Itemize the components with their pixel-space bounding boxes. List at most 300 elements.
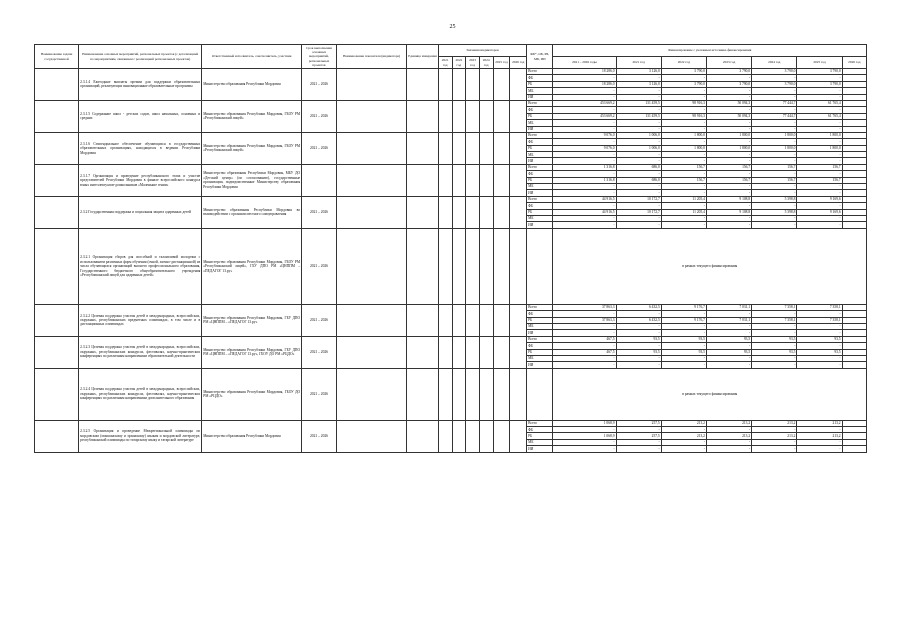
funding-value: 467,5: [553, 336, 616, 342]
table-row: [35, 304, 867, 310]
funding-value: 156,7: [661, 177, 706, 183]
funding-value: -: [706, 126, 751, 132]
funding-value: -: [752, 446, 797, 452]
indicator-value-cell: [479, 196, 493, 228]
task-cell: [35, 164, 79, 196]
funding-value: -: [616, 215, 661, 221]
event-description: 2.3.2.4 Целевая поддержка участия детей в международных, всероссийских, окружных, республиканских конкурсах, фестивалях, научно-практических конференциях по различным направлениям дополнительного образования: [79, 368, 202, 420]
funding-value: 50 094,3: [706, 113, 751, 119]
funding-value: -: [616, 171, 661, 177]
funding-source: МБ: [527, 355, 553, 361]
funding-value: -: [706, 184, 751, 190]
task-cell: [35, 132, 79, 164]
period-cell: 2021 – 2026: [302, 132, 337, 164]
funding-value: -: [752, 355, 797, 361]
indicator-value-cell: [438, 100, 452, 132]
funding-source: РБ: [527, 81, 553, 87]
funding-value: -: [797, 94, 842, 100]
indicator-value-cell: [466, 69, 480, 101]
indicator-value-cell: [479, 228, 493, 304]
funding-value: 1 800,0: [752, 132, 797, 138]
funding-value: 93,5: [616, 349, 661, 355]
funding-value: 467,5: [553, 349, 616, 355]
funding-source: РБ: [527, 145, 553, 151]
funding-value: -: [661, 190, 706, 196]
indicator-value-cell: [452, 228, 466, 304]
funding-value: 3 790,0: [706, 69, 751, 75]
header-year: 2021 год: [438, 57, 452, 69]
funding-value: -: [706, 330, 751, 336]
funding-value: 1 068,9: [553, 433, 616, 439]
funding-value: 93,5: [661, 349, 706, 355]
event-description: 2.3.1.5 Содержание школ - детских садов, школ начальных, основных и средних: [79, 100, 202, 132]
funding-value: 213,2: [752, 433, 797, 439]
funding-value: 156,7: [706, 177, 751, 183]
indicator-value-cell: [438, 132, 452, 164]
funding-source: РБ: [527, 113, 553, 119]
funding-value: 1 316,8: [553, 177, 616, 183]
funding-value: -: [661, 355, 706, 361]
event-description: 2.3.1.6 Стипендиальное обеспечение обучающихся в государственных образовательных организациях, находящихся в ведении Республики Мордовия: [79, 132, 202, 164]
funding-value: 3 790,0: [661, 81, 706, 87]
period-cell: 2021 – 2026: [302, 420, 337, 452]
funding-value: -: [752, 94, 797, 100]
funding-value: 44 916,5: [553, 196, 616, 202]
funding-value: 257,5: [616, 420, 661, 426]
funding-value: -: [797, 139, 842, 145]
funding-source: ФБ: [527, 343, 553, 349]
funding-value: 93,5: [706, 336, 751, 342]
funding-value: 3 790,0: [752, 69, 797, 75]
period-cell: 2021 – 2026: [302, 196, 337, 228]
indicator-value-cell: [479, 69, 493, 101]
indicator-value-cell: [479, 100, 493, 132]
indicator-value-cell: [510, 100, 527, 132]
header-row-1: [35, 45, 867, 57]
funding-value: -: [553, 139, 616, 145]
funding-value: 213,2: [797, 433, 842, 439]
funding-value: 156,7: [661, 164, 706, 170]
funding-value: 1 800,0: [706, 145, 751, 151]
funding-value: -: [553, 446, 616, 452]
funding-value: -: [797, 158, 842, 164]
funding-source: ИИ: [527, 222, 553, 228]
funding-value: 1 006,0: [616, 132, 661, 138]
funding-value: 3 790,0: [661, 69, 706, 75]
funding-value: 9 076,0: [553, 145, 616, 151]
funding-source: Всего: [527, 420, 553, 426]
unit-cell: [407, 420, 439, 452]
header-unit: Единица измерения: [407, 45, 439, 69]
header-year: 2025 год: [493, 57, 510, 69]
funding-value: 9 169,6: [797, 209, 842, 215]
funding-value: 18 286,0: [553, 81, 616, 87]
funding-value: -: [553, 126, 616, 132]
funding-value: 1 800,0: [661, 132, 706, 138]
unit-cell: [407, 368, 439, 420]
funding-value: 77 444,7: [752, 113, 797, 119]
unit-cell: [407, 164, 439, 196]
funding-value: -: [797, 203, 842, 209]
funding-value: 156,7: [752, 177, 797, 183]
funding-value: -: [752, 107, 797, 113]
funding-value: 3 790,0: [706, 81, 751, 87]
funding-value: -: [752, 184, 797, 190]
event-description: 2.3.2.3 Целевая поддержка участия детей в международных, всероссийских, окружных, республиканских конкурсах, фестивалях, научно-практических конференциях по различным направлениям образовательной деятельности: [79, 336, 202, 368]
indicator-value-cell: [479, 132, 493, 164]
header-indicator: Наименование показателя (индикатора): [336, 45, 406, 69]
header-year: 2023 год: [466, 57, 480, 69]
responsible-executor: Министерство образования Республики Мордовия, ГБУ ДПО РМ «ЦНППМ – «ПЕДАГОГ 13.ру»: [202, 304, 302, 336]
indicator-value-cell: [466, 336, 480, 368]
funding-value: -: [706, 139, 751, 145]
funding-value: 9 108,8: [706, 209, 751, 215]
funding-value: -: [706, 171, 751, 177]
funding-value: -: [797, 107, 842, 113]
funding-value: 3 126,0: [616, 69, 661, 75]
funding-value: 6 432,5: [616, 317, 661, 323]
funding-value: -: [706, 75, 751, 81]
task-cell: [35, 196, 79, 228]
funding-value: -: [553, 427, 616, 433]
funding-value: 9 108,8: [706, 196, 751, 202]
indicator-value-cell: [493, 196, 510, 228]
responsible-executor: Министерство образования Республики Мордовия, МБУ ДО «Детский центр» (по согласованию), государственные организации, подведомственные Министерству образования Республики Мордовия: [202, 164, 302, 196]
funding-value: -: [706, 152, 751, 158]
indicator-value-cell: [510, 69, 527, 101]
funding-value: 131 459,5: [616, 113, 661, 119]
funding-source: ФБ: [527, 311, 553, 317]
funding-value: 7 358,1: [797, 317, 842, 323]
funding-value: -: [706, 362, 751, 368]
funding-value: 257,5: [616, 433, 661, 439]
funding-source: ФБ: [527, 75, 553, 81]
funding-value: 686,0: [616, 164, 661, 170]
funding-value: -: [752, 171, 797, 177]
funding-value: -: [797, 311, 842, 317]
funding-source: ФБ: [527, 107, 553, 113]
funding-value: 156,7: [797, 164, 842, 170]
funding-value: -: [553, 439, 616, 445]
funding-value: -: [797, 120, 842, 126]
funding-source: РБ: [527, 349, 553, 355]
funding-value: -: [752, 190, 797, 196]
indicator-value-cell: [510, 228, 527, 304]
indicator-value-cell: [510, 196, 527, 228]
funding-value: -: [616, 323, 661, 329]
table-row: [35, 69, 867, 75]
funding-value: -: [616, 107, 661, 113]
funding-value: -: [661, 222, 706, 228]
funding-value: -: [616, 439, 661, 445]
funding-value: 93,5: [706, 349, 751, 355]
funding-value: -: [553, 184, 616, 190]
indicator-value-cell: [466, 304, 480, 336]
funding-value: -: [553, 330, 616, 336]
funding-source: Всего: [527, 164, 553, 170]
event-description: 2.3.2 Государственная поддержка и социальная защита одаренных детей: [79, 196, 202, 228]
indicator-cell: [336, 100, 406, 132]
indicator-value-cell: [510, 132, 527, 164]
indicator-value-cell: [466, 132, 480, 164]
funding-value: 156,7: [706, 164, 751, 170]
indicator-value-cell: [438, 368, 452, 420]
funding-value: -: [752, 222, 797, 228]
funding-value: 3 126,0: [616, 81, 661, 87]
funding-value: -: [661, 126, 706, 132]
funding-value: -: [661, 171, 706, 177]
funding-value: -: [797, 439, 842, 445]
funding-value: 7 031,1: [706, 304, 751, 310]
funding-value: 213,2: [706, 433, 751, 439]
funding-source: ИИ: [527, 446, 553, 452]
funding-value: -: [797, 355, 842, 361]
unit-cell: [407, 228, 439, 304]
funding-value: -: [661, 158, 706, 164]
funding-value: -: [553, 88, 616, 94]
funding-value: -: [706, 427, 751, 433]
indicator-cell: [336, 368, 406, 420]
indicator-value-cell: [438, 196, 452, 228]
current-financing-note: в рамках текущего финансирования: [553, 368, 867, 420]
funding-value: -: [706, 343, 751, 349]
funding-source: МБ: [527, 439, 553, 445]
financing-table: [34, 44, 867, 453]
table-body: [35, 69, 867, 453]
funding-value: -: [797, 171, 842, 177]
funding-value: -: [752, 88, 797, 94]
funding-value: 98 916,3: [661, 100, 706, 106]
period-cell: [302, 164, 337, 196]
funding-value: -: [661, 311, 706, 317]
funding-source: ИИ: [527, 330, 553, 336]
funding-value: -: [797, 126, 842, 132]
table-row: [35, 100, 867, 106]
funding-source: ИИ: [527, 158, 553, 164]
funding-source: РБ: [527, 177, 553, 183]
header-task: Наименование задачи государственной: [35, 45, 79, 69]
header-fin-year: 2026 год: [842, 57, 866, 69]
funding-value: -: [661, 203, 706, 209]
funding-value: 453 669,2: [553, 113, 616, 119]
funding-value: -: [553, 120, 616, 126]
indicator-value-cell: [466, 196, 480, 228]
funding-value: 11 205,4: [661, 209, 706, 215]
period-cell: 2021 – 2026: [302, 336, 337, 368]
responsible-executor: Министерство образования Республики Мордовия, ГБОУ РМ «Республиканский лицей»: [202, 132, 302, 164]
funding-value: -: [616, 355, 661, 361]
indicator-value-cell: [452, 196, 466, 228]
responsible-executor: Министерство образования Республики Мордовия: [202, 420, 302, 452]
funding-source: [527, 368, 553, 420]
unit-cell: [407, 132, 439, 164]
funding-value: -: [553, 323, 616, 329]
responsible-executor: Министерство образования Республики Мордовия, ГБОУ РМ «Республиканский лицей»: [202, 100, 302, 132]
header-event: Наименование основных мероприятий, региональных проектов (с детализацией по мероприятиям, связанным с реализацией региональных проектов): [79, 45, 202, 69]
funding-value-empty: [842, 446, 866, 452]
indicator-cell: [336, 420, 406, 452]
funding-value: -: [752, 330, 797, 336]
header-year: 2022 год: [452, 57, 466, 69]
funding-value: -: [706, 446, 751, 452]
funding-value: -: [797, 343, 842, 349]
funding-value: -: [752, 152, 797, 158]
funding-value: -: [706, 215, 751, 221]
indicator-cell: [336, 164, 406, 196]
funding-value: -: [661, 139, 706, 145]
funding-value: -: [706, 439, 751, 445]
indicator-value-cell: [479, 336, 493, 368]
funding-value: -: [752, 323, 797, 329]
funding-value: 77 444,7: [752, 100, 797, 106]
funding-value: 1 316,8: [553, 164, 616, 170]
indicator-value-cell: [452, 304, 466, 336]
funding-value: -: [616, 362, 661, 368]
funding-value: -: [797, 330, 842, 336]
funding-value: 9 169,6: [797, 196, 842, 202]
funding-value: 7 358,1: [797, 304, 842, 310]
funding-value: -: [706, 107, 751, 113]
funding-value: -: [616, 120, 661, 126]
header-financing: Финансирование с указанием источника финансирования: [553, 45, 867, 57]
event-description: 2.3.2.2 Целевая поддержка участия детей в международных, всероссийских, окружных, республиканских предметных олимпиадах, в том числе и в дистанционных олимпиадах: [79, 304, 202, 336]
funding-value: -: [661, 330, 706, 336]
funding-value: -: [661, 362, 706, 368]
funding-value: -: [797, 190, 842, 196]
funding-value: 9 176,7: [661, 317, 706, 323]
funding-value: -: [706, 323, 751, 329]
funding-value: 61 765,4: [797, 100, 842, 106]
funding-source: ФБ: [527, 139, 553, 145]
funding-value: -: [616, 330, 661, 336]
funding-source: ФБ: [527, 203, 553, 209]
funding-value: 1 800,0: [661, 145, 706, 151]
funding-value: -: [553, 94, 616, 100]
funding-value: 3 790,0: [752, 81, 797, 87]
header-fin-year: 2025 год: [797, 57, 842, 69]
funding-source: ИИ: [527, 126, 553, 132]
funding-value: -: [553, 343, 616, 349]
funding-value: -: [706, 88, 751, 94]
funding-value: -: [661, 94, 706, 100]
event-description: 2.3.2.5 Организация и проведение Межрегиональной олимпиады по мордовским (мокшанскому и эрзянскому) языкам и мордовской литературе, республиканской олимпиады по татарскому языку и татарской литературе: [79, 420, 202, 452]
unit-cell: [407, 304, 439, 336]
funding-value: 11 205,4: [661, 196, 706, 202]
funding-source: Всего: [527, 132, 553, 138]
funding-source: МБ: [527, 120, 553, 126]
indicator-value-cell: [479, 420, 493, 452]
indicator-value-cell: [510, 420, 527, 452]
funding-value: 9 076,0: [553, 132, 616, 138]
funding-value: 213,2: [752, 420, 797, 426]
funding-value: -: [797, 215, 842, 221]
funding-value: -: [797, 362, 842, 368]
funding-source: ИИ: [527, 94, 553, 100]
indicator-value-cell: [493, 228, 510, 304]
funding-value: 1 800,0: [752, 145, 797, 151]
table-row: [35, 132, 867, 138]
funding-value: -: [706, 203, 751, 209]
funding-value: 3 790,0: [797, 81, 842, 87]
responsible-executor: Министерство образования Республики Мордовия во взаимодействии с органами местного самоуправления: [202, 196, 302, 228]
indicator-value-cell: [452, 164, 466, 196]
indicator-value-cell: [466, 228, 480, 304]
funding-value: 3 790,0: [797, 69, 842, 75]
funding-value: 7 358,1: [752, 304, 797, 310]
funding-value: 1 068,9: [553, 420, 616, 426]
funding-value: -: [661, 120, 706, 126]
funding-value: -: [553, 107, 616, 113]
funding-value: 7 358,1: [752, 317, 797, 323]
funding-value: -: [752, 120, 797, 126]
responsible-executor: Министерство образования Республики Мордовия, ГБОУ РМ «Республиканский лицей», ГБУ ДПО РМ «ЦНППМ – «ПЕДАГОГ 13.ру»: [202, 228, 302, 304]
indicator-cell: [336, 304, 406, 336]
funding-source: Всего: [527, 336, 553, 342]
indicator-value-cell: [510, 336, 527, 368]
funding-source: Всего: [527, 304, 553, 310]
indicator-value-cell: [438, 420, 452, 452]
funding-value: -: [706, 94, 751, 100]
funding-source: ИИ: [527, 190, 553, 196]
funding-value: -: [706, 355, 751, 361]
header-fin-year: 2023 год: [706, 57, 751, 69]
indicator-value-cell: [493, 164, 510, 196]
task-cell: [35, 336, 79, 368]
funding-value: 156,7: [752, 164, 797, 170]
indicator-value-cell: [479, 304, 493, 336]
event-description: 2.3.1.7 Организация и проведение республиканского этапа и участие представителей Республики Мордовия в финале всероссийского конкурса юных интеллектуалов-дошкольников «Маленькие гении»: [79, 164, 202, 196]
funding-value: -: [616, 139, 661, 145]
task-cell: [35, 69, 79, 101]
funding-value: -: [616, 158, 661, 164]
funding-value: -: [752, 311, 797, 317]
indicator-value-cell: [438, 304, 452, 336]
indicator-cell: [336, 132, 406, 164]
indicator-value-cell: [438, 164, 452, 196]
table-row: [35, 164, 867, 170]
funding-value: -: [752, 343, 797, 349]
funding-source: РБ: [527, 209, 553, 215]
funding-value: -: [553, 190, 616, 196]
funding-value: -: [616, 203, 661, 209]
funding-value: 93,5: [752, 336, 797, 342]
funding-value: -: [553, 362, 616, 368]
header-period: Срок выполнения основных мероприятий, региональных проектов: [302, 45, 337, 69]
funding-value: 213,2: [706, 420, 751, 426]
funding-value: 44 916,5: [553, 209, 616, 215]
funding-value: 213,2: [661, 433, 706, 439]
current-financing-note: в рамках текущего финансирования: [553, 228, 867, 304]
funding-value: -: [797, 184, 842, 190]
funding-value: 453 669,2: [553, 100, 616, 106]
funding-value: -: [752, 158, 797, 164]
funding-value: -: [553, 203, 616, 209]
indicator-value-cell: [466, 164, 480, 196]
funding-source: Всего: [527, 196, 553, 202]
funding-value: 156,7: [797, 177, 842, 183]
period-cell: 2021 – 2026: [302, 304, 337, 336]
funding-value: -: [752, 139, 797, 145]
funding-value: -: [661, 75, 706, 81]
funding-value: 7 031,1: [706, 317, 751, 323]
funding-value: 93,5: [616, 336, 661, 342]
funding-value: -: [616, 311, 661, 317]
header-indicator-values: Значения индикаторов: [438, 45, 526, 57]
indicator-value-cell: [438, 336, 452, 368]
funding-value: -: [661, 427, 706, 433]
funding-value: -: [797, 75, 842, 81]
funding-value: -: [706, 311, 751, 317]
